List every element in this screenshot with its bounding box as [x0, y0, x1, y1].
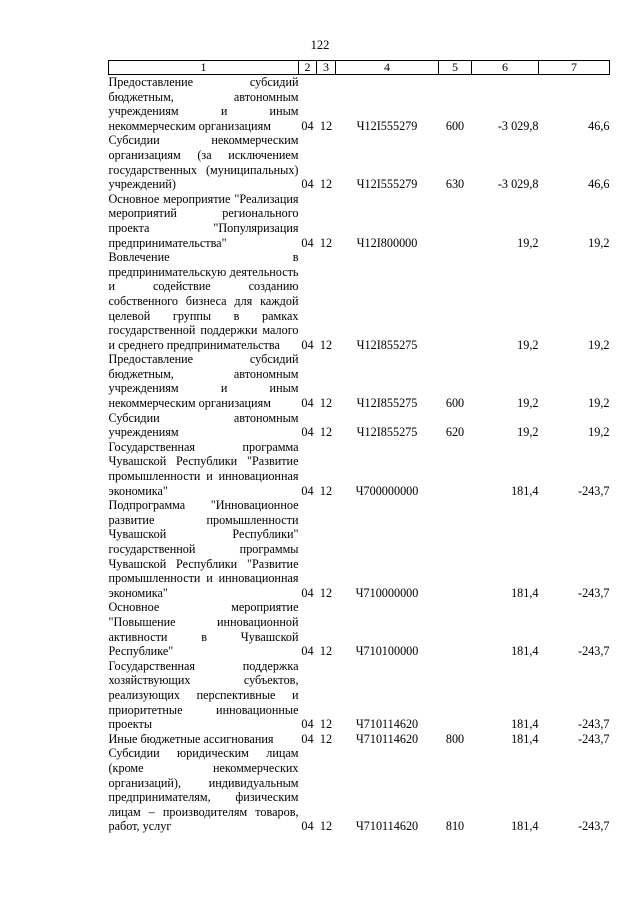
subsection-code: 12 — [319, 235, 333, 250]
target-article-code: Ч710114620 — [355, 731, 419, 746]
amount-value: 46,6 — [588, 118, 610, 133]
expense-type-code — [439, 250, 472, 352]
table-row — [109, 600, 610, 658]
table-row — [109, 192, 610, 250]
subsection-code: 12 — [319, 118, 333, 133]
target-article-code: Ч710114620 — [355, 717, 419, 732]
row-name: Вовлечение в предпринимательскую деятельность и содействие созданию собственного бизнеса для каждой целевой группы в рамках государственной поддержки малого и среднего предпринимательства — [108, 250, 299, 352]
table-row — [109, 75, 610, 134]
expense-type-code — [439, 659, 472, 732]
amount-value: 19,2 — [588, 396, 610, 411]
expense-type-code: 600 — [445, 396, 465, 411]
column-header: 7 — [539, 61, 610, 75]
table-row — [109, 659, 610, 732]
amount-value: -243,7 — [578, 717, 610, 732]
column-header: 3 — [317, 61, 336, 75]
amount-value: -3 029,8 — [497, 177, 539, 192]
subsection-code: 12 — [319, 337, 333, 352]
amount-value: 181,4 — [511, 731, 539, 746]
target-article-code: Ч12I855275 — [356, 396, 418, 411]
expense-type-code — [439, 440, 472, 498]
row-name: Субсидии некоммерческим организациям (за исключением государственных (муниципальных) учреждений) — [108, 133, 299, 192]
page-number: 122 — [310, 38, 330, 52]
amount-value: 19,2 — [517, 396, 539, 411]
section-code: 04 — [301, 337, 314, 352]
row-name: Основное мероприятие "Повышение инновационной активности в Чувашской Республике" — [108, 600, 299, 659]
target-article-code: Ч12I855275 — [356, 337, 418, 352]
amount-value: 19,2 — [517, 425, 539, 440]
amount-value: -243,7 — [578, 819, 610, 834]
section-code: 04 — [301, 396, 314, 411]
row-name: Предоставление субсидий бюджетным, автономным учреждениям и иным некоммерческим организациям — [108, 75, 299, 133]
row-name: Государственная программа Чувашской Республики "Развитие промышленности и инновационная экономика" — [108, 439, 299, 498]
amount-value: 181,4 — [511, 483, 539, 498]
target-article-code: Ч710114620 — [355, 819, 419, 834]
amount-value: 19,2 — [588, 337, 610, 352]
table-row — [109, 250, 610, 352]
row-name: Подпрограмма "Инновационное развитие промышленности Чувашской Республики" государственной программы Чувашской Республики "Развитие промышленности и инновационная экономика" — [108, 498, 299, 600]
section-code: 04 — [301, 425, 314, 440]
subsection-code: 12 — [319, 717, 333, 732]
row-name: Субсидии юридическим лицам (кроме некоммерческих организаций), индивидуальным предпринимателям, физическим лицам – производителям товаров, работ, услуг — [108, 746, 299, 834]
subsection-code: 12 — [319, 731, 333, 746]
amount-value: 181,4 — [511, 644, 539, 659]
budget-table — [108, 60, 610, 834]
amount-value: 181,4 — [511, 585, 539, 600]
amount-value: 181,4 — [511, 717, 539, 732]
table-header-row — [109, 61, 610, 75]
section-code: 04 — [301, 235, 314, 250]
expense-type-code: 620 — [445, 425, 465, 440]
amount-value: 181,4 — [511, 819, 539, 834]
amount-value: -243,7 — [578, 585, 610, 600]
amount-value: -243,7 — [578, 644, 610, 659]
section-code: 04 — [301, 731, 314, 746]
subsection-code: 12 — [319, 644, 333, 659]
expense-type-code: 600 — [445, 118, 465, 133]
section-code: 04 — [301, 717, 314, 732]
target-article-code: Ч710000000 — [355, 585, 419, 600]
section-code: 04 — [301, 644, 314, 659]
amount-value: 46,6 — [588, 177, 610, 192]
column-header: 4 — [336, 61, 439, 75]
subsection-code: 12 — [319, 585, 333, 600]
section-code: 04 — [301, 819, 314, 834]
subsection-code: 12 — [319, 425, 333, 440]
amount-value: -243,7 — [578, 483, 610, 498]
amount-value: -3 029,8 — [497, 118, 539, 133]
amount-value: 19,2 — [517, 337, 539, 352]
expense-type-code — [439, 498, 472, 600]
column-header: 2 — [299, 61, 317, 75]
table-row — [109, 411, 610, 440]
target-article-code: Ч710100000 — [355, 644, 419, 659]
subsection-code: 12 — [319, 396, 333, 411]
amount-value: 19,2 — [588, 235, 610, 250]
table-row — [109, 352, 610, 410]
column-header: 6 — [472, 61, 539, 75]
column-header: 1 — [109, 61, 299, 75]
row-name: Субсидии автономным учреждениям — [108, 410, 299, 440]
target-article-code: Ч12I855275 — [356, 425, 418, 440]
target-article-code: Ч12I555279 — [356, 177, 418, 192]
subsection-code: 12 — [319, 819, 333, 834]
row-name: Основное мероприятие "Реализация мероприятий регионального проекта "Популяризация предпринимательства" — [108, 191, 299, 250]
row-name: Предоставление субсидий бюджетным, автономным учреждениям и иным некоммерческим организациям — [108, 352, 299, 411]
expense-type-code — [439, 192, 472, 250]
table-row — [109, 746, 610, 834]
expense-type-code: 800 — [445, 731, 465, 746]
target-article-code: Ч12I555279 — [356, 118, 418, 133]
expense-type-code: 630 — [445, 177, 465, 192]
target-article-code: Ч12I800000 — [356, 235, 418, 250]
target-article-code: Ч700000000 — [355, 483, 419, 498]
table-row — [109, 133, 610, 191]
table-row — [109, 732, 610, 747]
section-code: 04 — [301, 177, 314, 192]
table-row — [109, 498, 610, 600]
amount-value: 19,2 — [517, 235, 539, 250]
subsection-code: 12 — [319, 177, 333, 192]
row-name: Государственная поддержка хозяйствующих субъектов, реализующих перспективные и приоритетные инновационные проекты — [108, 658, 299, 732]
expense-type-code: 810 — [445, 819, 465, 834]
row-name: Иные бюджетные ассигнования — [108, 731, 274, 746]
table-row — [109, 440, 610, 498]
section-code: 04 — [301, 118, 314, 133]
expense-type-code — [439, 600, 472, 658]
subsection-code: 12 — [319, 483, 333, 498]
column-header: 5 — [439, 61, 472, 75]
amount-value: 19,2 — [588, 425, 610, 440]
section-code: 04 — [301, 483, 314, 498]
amount-value: -243,7 — [578, 731, 610, 746]
section-code: 04 — [301, 585, 314, 600]
